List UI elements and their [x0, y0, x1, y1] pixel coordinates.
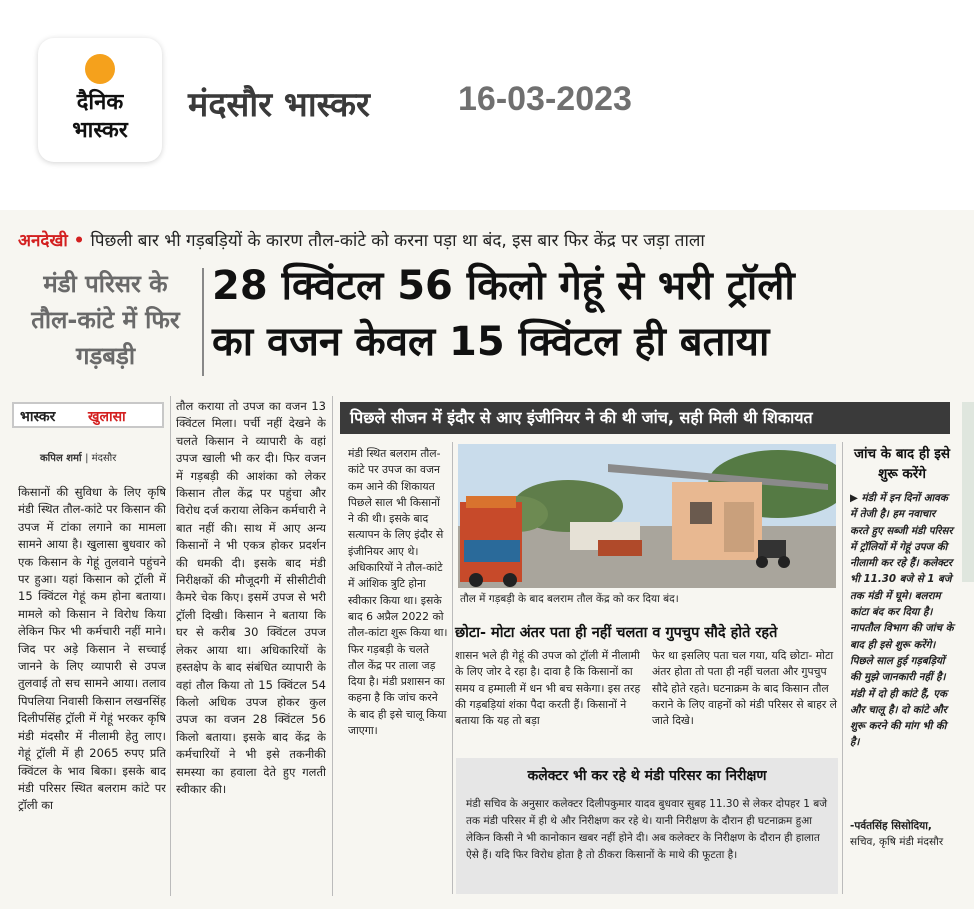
- adjacent-image-edge: [962, 402, 974, 582]
- logo-text-line2: भास्कर: [72, 118, 128, 143]
- kicker-line: [18, 228, 705, 251]
- dainik-bhaskar-logo: [38, 38, 162, 162]
- edition-title: मंदसौर भास्कर: [188, 85, 370, 125]
- newspaper-clipping: [0, 196, 974, 909]
- sub-headline: छोटा- मोटा अंतर पता ही नहीं चलता व गुपचुप सौदे होते रहते: [455, 625, 778, 641]
- clipping-top-edge: [0, 196, 974, 210]
- tag-part2: खुलासा: [88, 409, 126, 425]
- sidebar-signature-role: सचिव, कृषि मंडी मंदसौर: [850, 836, 944, 848]
- page-header: [0, 0, 974, 196]
- body-column-2: तौल कराया तो उपज का वजन 13 क्विंटल मिला। पर्ची नहीं देखने के चलते किसान ने व्यापारी के वहां उपज खाली भी कर दी। फिर वजन में गड़बड़ी की आशंका को लेकर किसान तौल केंद्र पर पहुंचा और विरोध दर्ज कराया लेकिन कर्मचारी ने बात नहीं की। साथ में आए अन्य किसानों ने भी एकत्र होकर प्रदर्शन की धमकी दी। इसके बाद मंडी निरीक्षकों की मौजूदगी में सीसीटीवी कैमरे चेक किए। इसमें उपज से भरी ट्रॉली दिखी। किसान ने बताया कि घर से करीब 30 क्विंटल उपज लेकर आया था। अधिकारियों के हस्तक्षेप के बाद संबंधित व्यापारी के वहां तौल किया तो 15 क्विंटल 54 किलो अधिक उपज होकर कुल उपज का वजन 28 क्विंटल 56 किलो बताया। इसके बाद केंद्र के कर्मचारियों ने भी इसे तकनीकी समस्या का हवाला देते हुए गलती स्वीकार की।: [176, 399, 326, 796]
- sidebar-signature-name: -पर्वतसिंह सिसोदिया,: [850, 820, 932, 832]
- logo-text-line1: दैनिक: [76, 90, 124, 115]
- kicker-text: पिछली बार भी गड़बड़ियों के कारण तौल-कांटे को करना पड़ा था बंद, इस बार फिर केंद्र पर जड़ा ताला: [90, 231, 705, 251]
- adjacent-article-edge: [962, 402, 974, 902]
- column-rule: [170, 396, 171, 896]
- column-rule: [332, 396, 333, 896]
- photo-caption: तौल में गड़बड़ी के बाद बलराम तौल केंद्र को कर दिया बंद।: [460, 593, 679, 605]
- byline-place: | मंदसौर: [85, 453, 117, 464]
- body-column-1: किसानों की सुविधा के लिए कृषि मंडी स्थित तौल-कांटे पर किसान की उपज में टांका लगाने का मामला सामने आया है। खुलासा बुधवार को एक किसान के गेहूं तुलवाने पहुंचने पर हुआ। यहां किसान को ट्रॉली में 15 क्विंटल गेहूं कम होना बताया। मामले को किसान ने विरोध किया लेकिन फिर भी कर्मचारी नहीं माने। जिद पर अड़े किसान ने सच्चाई जानने के लिए व्यापारी से उपज तुलवाई तो सच सामने आया। तलाव पिपलिया निवासी किसान लखनसिंह दिलीपसिंह ट्रॉली में गेहूं भरकर कृषि मंडी मंदसौर में नीलामी हेतु लाए। गेहूं ट्रॉली में ही 2065 रुपए प्रति क्विंटल के भाव बिका। इसके बाद मंडी परिसर स्थित बलराम कांटे पर ट्रॉली का: [18, 485, 166, 813]
- bhaskar-khulasa-tag: [12, 402, 164, 428]
- kicker-label: अनदेखी •: [18, 231, 85, 251]
- box-title: कलेक्टर भी कर रहे थे मंडी परिसर का निरीक्षण: [527, 768, 767, 784]
- byline: [40, 450, 116, 464]
- column-rule: [842, 442, 843, 894]
- sun-icon: [85, 54, 115, 84]
- body-column-4: शासन भले ही गेहूं की उपज को ट्रॉली में नीलामी के लिए जोर दे रहा है। दावा है कि किसानों का समय व हम्माली में धन भी बच सकेगा। इस तरह की गड़बड़ियां शंका पैदा करती हैं। किसानों ने बताया कि यह तो बड़ा: [455, 649, 641, 728]
- column-rule: [452, 442, 453, 894]
- sidebar-title: जांच के बाद ही इसे शुरू करेंगे: [853, 446, 951, 482]
- byline-name: कपिल शर्मा: [40, 453, 82, 464]
- section-banner: पिछले सीजन में इंदौर से आए इंजीनियर ने की थी जांच, सही मिली थी शिकायत: [340, 402, 950, 434]
- headline-divider: [202, 268, 204, 376]
- body-column-5: फेर था इसलिए पता चल गया, यदि छोटा- मोटा अंतर होता तो पता ही नहीं चलता और गुपचुप सौदे होते रहते। घटनाक्रम के बाद किसान तौल कराने के लिए वाहनों को मंडी परिसर से बाहर ले जाते दिखे।: [652, 649, 837, 728]
- box-text: मंडी सचिव के अनुसार कलेक्टर दिलीपकुमार यादव बुधवार सुबह 11.30 से लेकर दोपहर 1 बजे तक मंडी परिसर में ही थे और निरीक्षण कर रहे थे। यानी निरीक्षण के दौरान ही घटनाक्रम हुआ लेकिन किसी ने भी कानोकान खबर नहीं होने दी। अब कलेक्टर के निरीक्षण के दौरान ही हालात ऐसे हैं। यदि फिर विरोध होता है तो ठीकरा किसानों के माथे की फूटता है।: [466, 798, 828, 861]
- photo-illustration: [458, 444, 836, 588]
- headline-line2: का वजन केवल 15 क्विंटल ही बताया: [212, 319, 770, 365]
- tag-part1: भास्कर: [20, 409, 56, 425]
- main-headline: [212, 258, 952, 370]
- side-headline: मंडी परिसर के तौल-कांटे में फिर गड़बड़ी: [31, 270, 180, 370]
- body-column-3: मंडी स्थित बलराम तौल-कांटे पर उपज का वजन कम आने की शिकायत पिछले साल भी किसानों ने की थी। इसके बाद सत्यापन के लिए इंदौर से इंजीनियर आए थे। अधिकारियों ने तौल-कांटे में आंशिक त्रुटि होना स्वीकार किया था। इसके बाद 6 अप्रैल 2022 को तौल-कांटा शुरू किया था। फिर गड़बड़ी के चलते तौल केंद्र पर ताला जड़ दिया है। मंडी प्रशासन का कहना है कि जांच करने के बाद ही इसे चालू किया जाएगा।: [348, 447, 448, 738]
- sidebar-quote: ▶ मंडी में इन दिनों आवक में तेजी है। हम नवाचार करते हुए सब्जी मंडी परिसर में ट्रॉलियों में गेहूं उपज की नीलामी कर रहे हैं। कलेक्टर भी 11.30 बजे से 1 बजे तक मंडी में घूमे। बलराम कांटा बंद कर दिया है। नापतौल विभाग की जांच के बाद ही इसे शुरू करेंगे। पिछले साल हुई गड़बड़ियों की मुझे जानकारी नहीं है। मंडी में दो ही कांटे हैं, एक और चालू है। दो कांटे और शुरू करने की मांग भी की है।: [850, 492, 954, 749]
- news-photo-weighbridge: [458, 444, 836, 588]
- collector-inspection-box: [456, 758, 838, 894]
- sidebar-signature: [850, 818, 956, 850]
- secretary-quote-sidebar: [846, 444, 958, 894]
- edition-date: 16-03-2023: [458, 80, 632, 118]
- headline-line1: 28 क्विंटल 56 किलो गेहूं से भरी ट्रॉली: [212, 263, 795, 309]
